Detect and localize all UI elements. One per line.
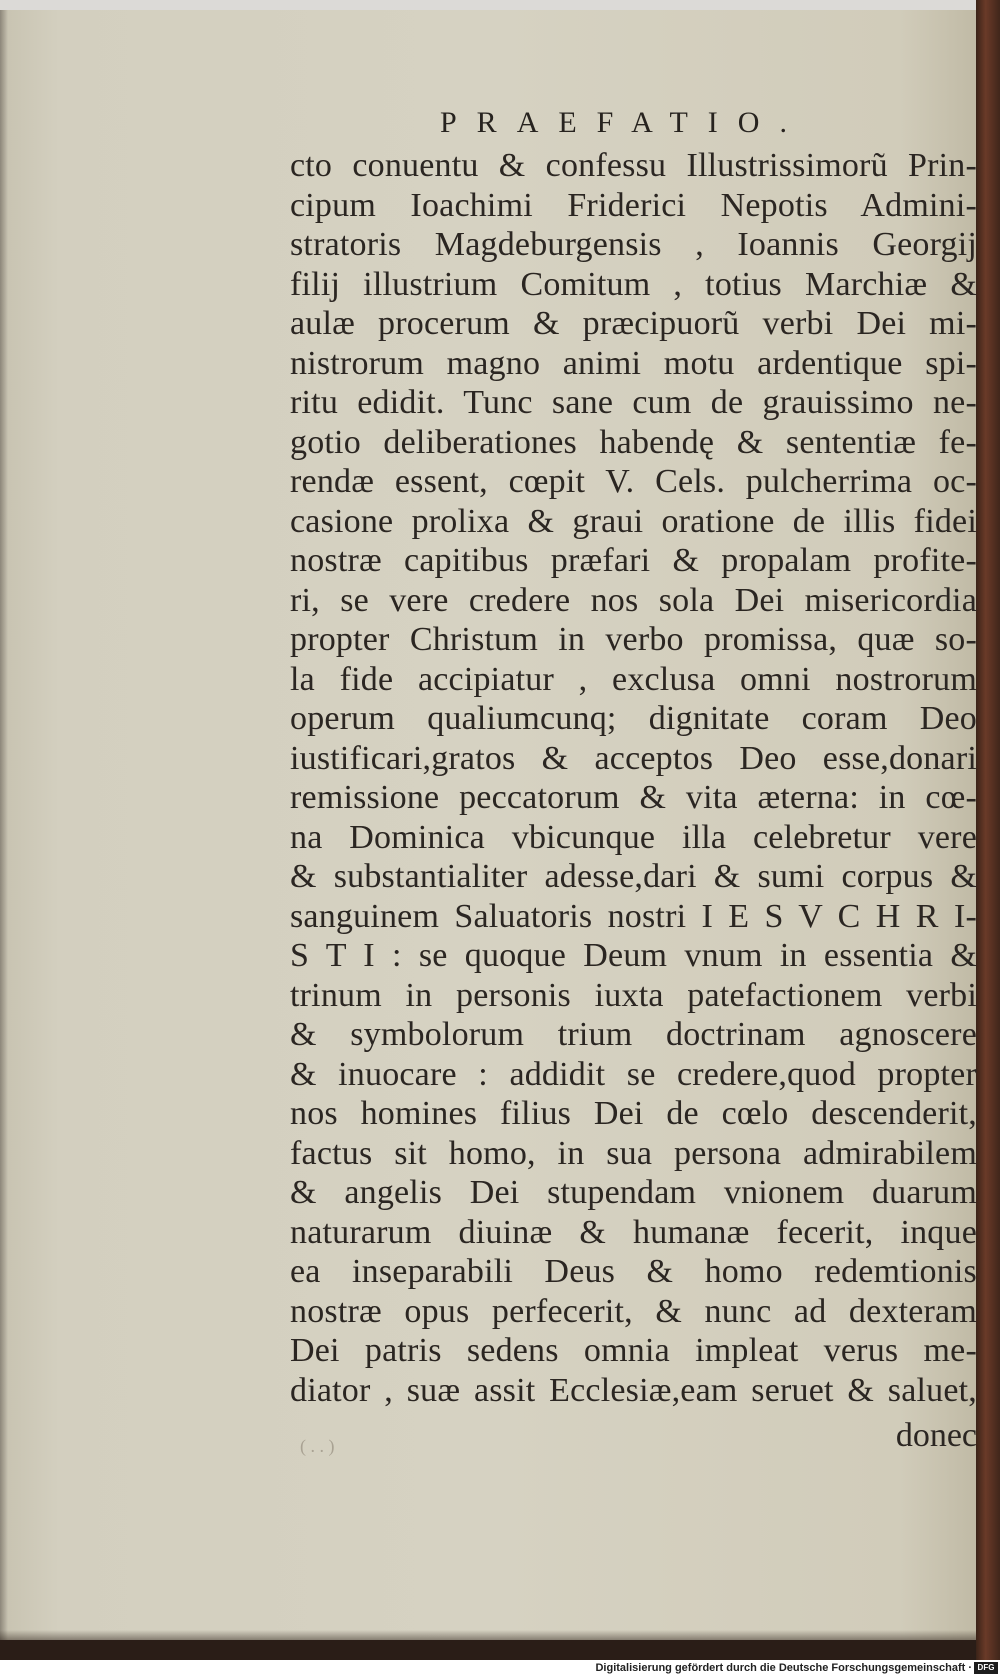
text-line: operum qualiumcunq; dignitate coram Deo: [290, 700, 977, 737]
text-line: nistrorum magno animi motu ardentique spi-: [290, 344, 977, 382]
text-line: & inuocare : addidit se credere,quod propter: [290, 1055, 977, 1093]
text-line: gotio deliberationes habendę & sententiæ fe-: [290, 423, 977, 461]
text-line: diator , suæ assit Ecclesiæ,eam seruet & saluet,: [290, 1371, 977, 1409]
text-line: la fide accipiatur , exclusa omni nostrorum: [290, 660, 977, 698]
book-edge: [976, 0, 1000, 1660]
text-line: ritu edidit. Tunc sane cum de grauissimo ne-: [290, 384, 977, 421]
catchword-line: [290, 1416, 977, 1456]
running-head: PRAEFATIO.: [440, 106, 807, 139]
text-line: remissione peccatorum & vita æterna: in cœ-: [290, 779, 977, 816]
scan-top-strip: [0, 0, 1000, 10]
dfg-logo: DFG: [974, 1662, 998, 1674]
text-line: nostræ capitibus præfari & propalam profite-: [290, 542, 977, 579]
text-line: naturarum diuinæ & humanæ fecerit, inque: [290, 1213, 977, 1251]
text-line: ri, se vere credere nos sola Dei misericordia: [290, 581, 977, 619]
text-line: S T I : se quoque Deum vnum in essentia &: [290, 937, 977, 974]
funding-credit: Digitalisierung gefördert durch die Deutsche Forschungsgemeinschaft ·: [595, 1662, 972, 1674]
text-line: ea inseparabili Deus & homo redemtionis: [290, 1253, 977, 1290]
text-line: aulæ procerum & præcipuorũ verbi Dei mi-: [290, 305, 977, 342]
footer-bar: [0, 1660, 1000, 1677]
catchword: donec: [895, 1417, 977, 1454]
text-line: cipum Ioachimi Friderici Nepotis Admini-: [290, 186, 977, 224]
text-line: & angelis Dei stupendam vnionem duarum: [290, 1174, 977, 1211]
text-line: cto conuentu & confessu Illustrissimorũ Prin-: [290, 147, 977, 184]
ink-smudge: ( . . ): [300, 1436, 335, 1456]
text-line: na Dominica vbicunque illa celebretur vere: [290, 818, 977, 856]
text-line: nostræ opus perfecerit, & nunc ad dexteram: [290, 1292, 977, 1330]
text-line: casione prolixa & graui oratione de illis fidei: [290, 502, 977, 540]
page-bottom-shadow: [0, 1630, 978, 1640]
text-line: Dei patris sedens omnia impleat verus me-: [290, 1332, 977, 1369]
page-gutter-shadow: [0, 10, 8, 1640]
text-line: propter Christum in verbo promissa, quæ so-: [290, 621, 977, 658]
text-line: & symbolorum trium doctrinam agnoscere: [290, 1016, 977, 1053]
text-line: stratoris Magdeburgensis , Ioannis Georgij: [290, 226, 977, 263]
text-line: nos homines filius Dei de cœlo descenderit,: [290, 1095, 977, 1132]
text-line: filij illustrium Comitum , totius Marchiæ &: [290, 265, 977, 303]
text-line: rendæ essent, cœpit V. Cels. pulcherrima oc-: [290, 463, 977, 500]
text-line: factus sit homo, in sua persona admirabilem: [290, 1134, 977, 1172]
text-block: [290, 146, 977, 1410]
text-line: iustificari,gratos & acceptos Deo esse,donari: [290, 739, 977, 777]
text-line: sanguinem Saluatoris nostri I E S V C H R I-: [290, 897, 977, 935]
text-line: & substantialiter adesse,dari & sumi corpus &: [290, 858, 977, 895]
text-line: trinum in personis iuxta patefactionem verbi: [290, 976, 977, 1014]
